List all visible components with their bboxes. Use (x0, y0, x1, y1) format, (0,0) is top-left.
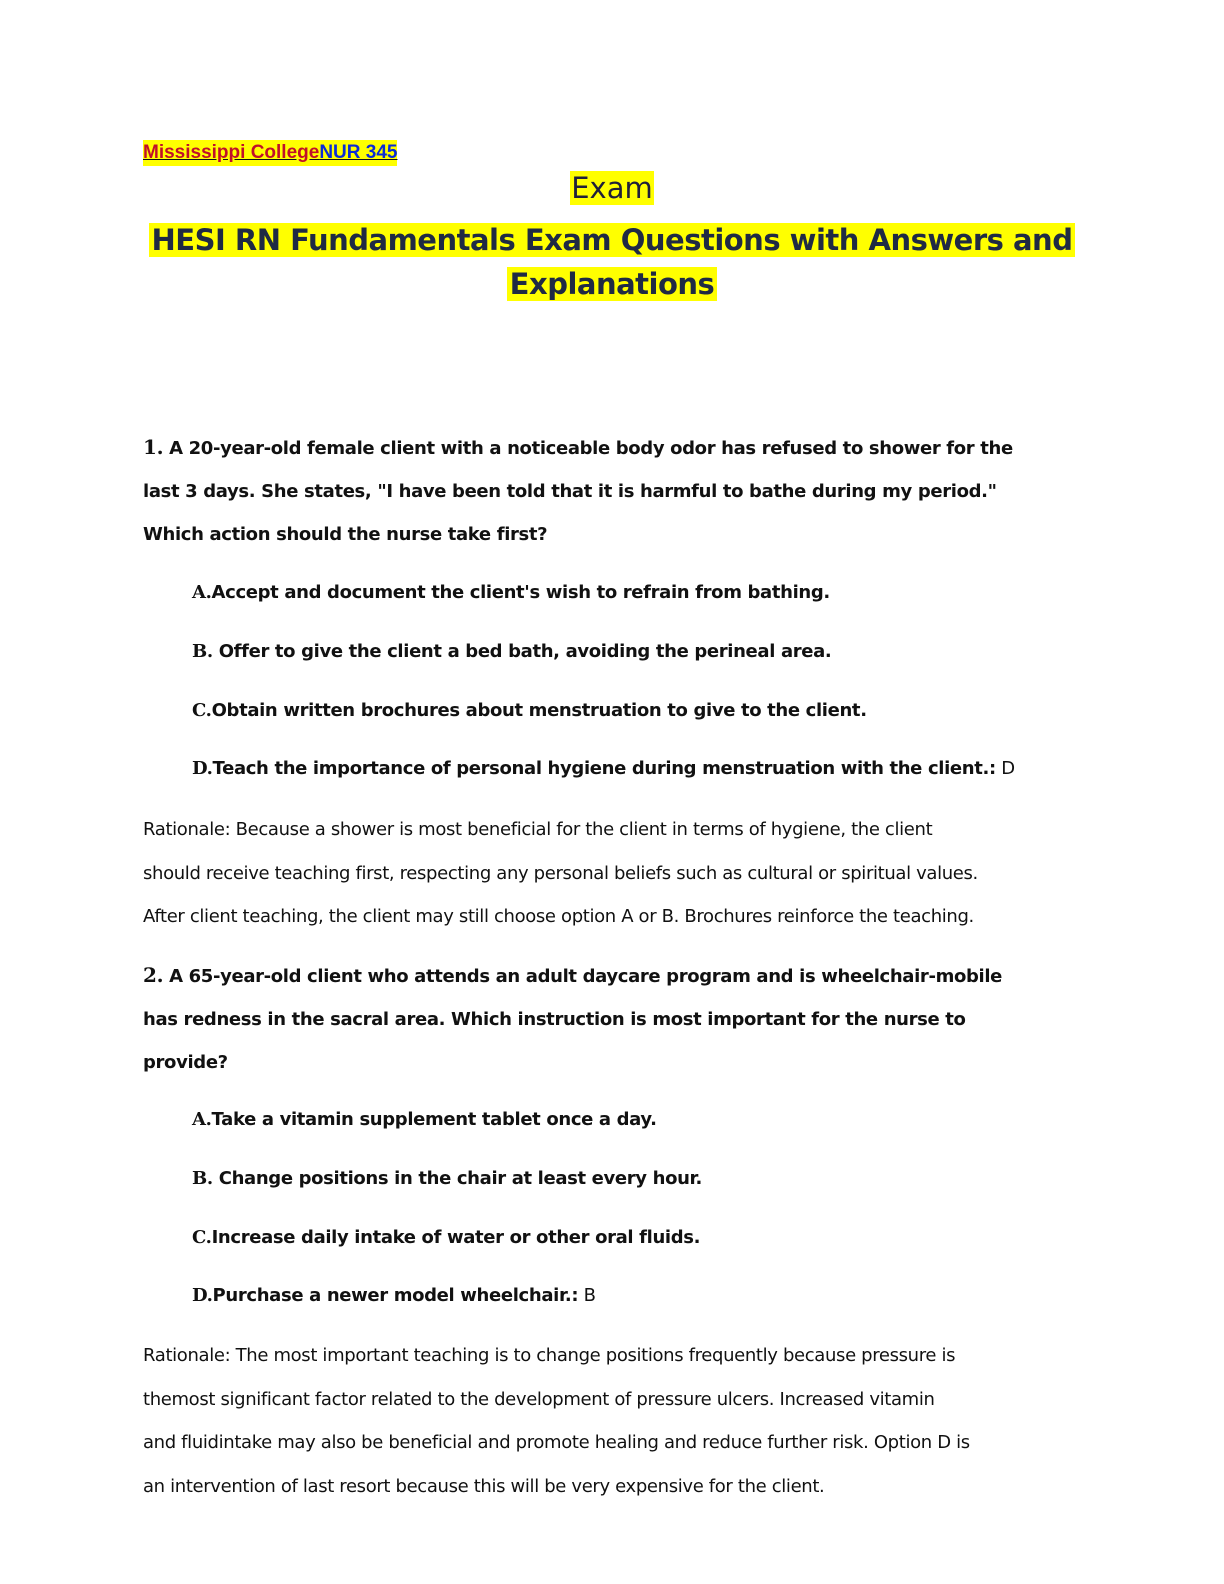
question-stem-line: A 20-year-old female client with a noticeable body odor has refused to shower for the (169, 438, 1013, 459)
option-text: Purchase a newer model wheelchair.: (212, 1285, 579, 1306)
rationale-line: and fluidintake may also be beneficial and promote healing and reduce further risk. Option D is (143, 1432, 970, 1453)
question-number: 1. (143, 435, 164, 459)
question-1-option-c (192, 698, 867, 724)
option-letter: B. (192, 641, 213, 662)
option-letter: D. (192, 1285, 213, 1306)
question-2-option-d (192, 1283, 596, 1309)
exam-label-text: Exam (571, 171, 653, 205)
question-number: 2. (143, 963, 164, 987)
option-letter: A. (192, 1109, 212, 1130)
rationale-line: Rationale: The most important teaching is to change positions frequently because pressure is (143, 1345, 956, 1366)
option-text: Accept and document the client's wish to refrain from bathing. (211, 582, 830, 603)
question-1-option-d (192, 756, 1015, 782)
rationale-line: should receive teaching first, respecting any personal beliefs such as cultural or spiritual values. (143, 862, 978, 884)
question-stem-line: last 3 days. She states, "I have been told that it is harmful to bathe during my period." (143, 481, 997, 502)
question-stem-line: A 65-year-old client who attends an adult daycare program and is wheelchair-mobile (169, 966, 1003, 987)
question-2-option-a (192, 1107, 657, 1133)
rationale-line: an intervention of last resort because this will be very expensive for the client. (143, 1475, 825, 1497)
option-letter: C. (192, 700, 212, 721)
option-text: Change positions in the chair at least every hour. (218, 1168, 703, 1189)
rationale-line: After client teaching, the client may still choose option A or B. Brochures reinforce the teaching. (143, 906, 974, 927)
question-stem-line: Which action should the nurse take first? (143, 524, 548, 545)
option-text: Obtain written brochures about menstruation to give to the client. (211, 700, 867, 721)
page-title (0, 218, 1224, 306)
option-letter: D. (192, 758, 213, 779)
title-line-2: Explanations (507, 267, 718, 301)
option-text: Increase daily intake of water or other oral fluids. (211, 1227, 701, 1248)
school-course-line (143, 140, 397, 166)
option-letter: A. (192, 582, 212, 603)
question-1-option-a (192, 580, 830, 606)
option-letter: C. (192, 1227, 212, 1248)
title-line-1: HESI RN Fundamentals Exam Questions with Answers and (149, 223, 1076, 257)
course-code: NUR 345 (319, 142, 398, 163)
answer-key: B (578, 1285, 596, 1306)
option-text: Take a vitamin supplement tablet once a day. (211, 1109, 657, 1130)
question-2-option-b (192, 1166, 702, 1192)
question-stem-line: has redness in the sacral area. Which instruction is most important for the nurse to (143, 1009, 966, 1030)
option-letter: B. (192, 1168, 213, 1189)
option-text: Teach the importance of personal hygiene during menstruation with the client.: (212, 758, 996, 779)
rationale-line: Rationale: Because a shower is most beneficial for the client in terms of hygiene, the client (143, 819, 933, 840)
option-text: Offer to give the client a bed bath, avoiding the perineal area. (218, 641, 832, 662)
question-stem-line: provide? (143, 1052, 228, 1073)
exam-label (0, 166, 1224, 210)
question-2-option-c (192, 1225, 700, 1251)
question-1-rationale (143, 808, 978, 939)
question-1-stem (143, 426, 1013, 556)
answer-key: D (995, 758, 1015, 779)
question-2-stem (143, 954, 1002, 1084)
question-2-rationale (143, 1334, 970, 1508)
school-name: Mississippi College (143, 142, 320, 163)
question-1-option-b (192, 639, 831, 665)
rationale-line: themost significant factor related to the development of pressure ulcers. Increased vitamin (143, 1388, 935, 1410)
